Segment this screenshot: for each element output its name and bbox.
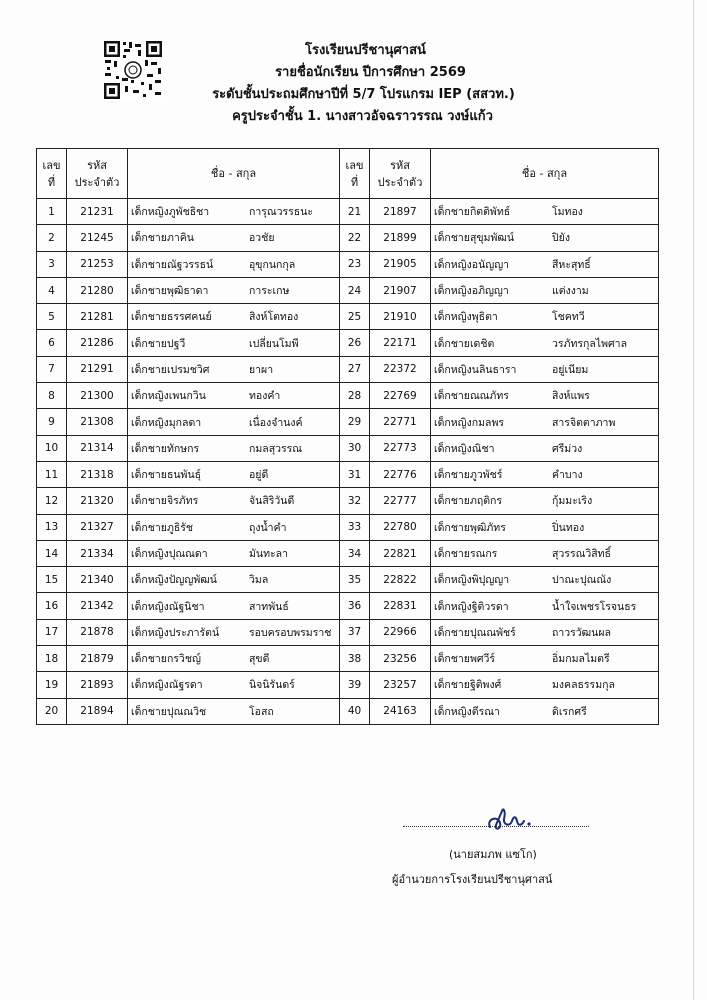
student-name [431,540,659,566]
signature [476,797,566,837]
first-name: เด็กชายภูธิรัช [131,521,194,534]
student-name [431,304,659,330]
student-name [128,356,340,382]
table-row [37,199,659,225]
student-number: 32 [340,488,370,514]
student-number: 39 [340,672,370,698]
last-name: วิมล [249,574,269,587]
table-row [37,330,659,356]
student-name [431,383,659,409]
first-name: เด็กชายธนพันธุ์ [131,469,202,482]
last-name: น้ำใจเพชรโรจนธร [552,600,637,613]
student-id: 21318 [67,461,128,487]
student-number: 11 [37,461,67,487]
first-name: เด็กชายณัฐวรรธน์ [131,258,214,271]
first-name: เด็กหญิงณิชา [434,442,495,455]
last-name: สุขดี [249,653,270,666]
list-title: รายชื่อนักเรียน ปีการศึกษา 2569 [275,65,466,80]
last-name: กุ้มมะเริง [552,495,593,508]
table-row [37,514,659,540]
last-name: แต่งงาม [552,285,589,298]
student-number: 4 [37,277,67,303]
student-name [431,567,659,593]
student-name [128,225,340,251]
student-id: 21281 [67,304,128,330]
table-row [37,356,659,382]
student-number: 17 [37,619,67,645]
last-name: มันทะลา [249,548,288,560]
student-number: 16 [37,593,67,619]
table-row [37,540,659,566]
first-name: เด็กหญิงมุกลดา [131,416,202,429]
first-name: เด็กชายพุฒิธาดา [131,285,209,298]
first-name: เด็กหญิงตีรณา [434,705,500,718]
student-number: 6 [37,330,67,356]
header-number: เลข ที่ [37,149,67,199]
student-name [431,356,659,382]
last-name: ทองคำ [249,390,281,403]
student-name [431,409,659,435]
student-name [128,461,340,487]
first-name: เด็กชายภฤติกร [434,495,503,508]
student-number: 7 [37,356,67,382]
table-row [37,461,659,487]
first-name: เด็กชายภาคิน [131,232,194,245]
last-name: อุขุกนกกุล [249,258,296,271]
student-name [431,330,659,356]
student-name [431,514,659,540]
student-id: 22771 [370,409,431,435]
last-name: อิ่มกมลไมตรี [552,653,610,666]
student-name [431,646,659,672]
student-number: 1 [37,199,67,225]
homeroom-teacher: ครูประจำชั้น 1. นางสาวอัจฉราวรรณ วงษ์แก้ว [232,109,493,124]
first-name: เด็กชายจิรภัทร [131,495,199,508]
table-row [37,409,659,435]
student-id: 22171 [370,330,431,356]
student-id: 21334 [67,540,128,566]
student-id: 21340 [67,567,128,593]
first-name: เด็กหญิงปัญญพัฒน์ [131,574,217,587]
student-name [128,567,340,593]
document-header [0,40,707,128]
first-name: เด็กหญิงปุณณดา [131,548,208,560]
student-name [431,199,659,225]
student-number: 19 [37,672,67,698]
table-row [37,646,659,672]
table-row [37,225,659,251]
first-name: เด็กหญิงกมลพร [434,416,505,429]
first-name: เด็กชายปุณณพัชร์ [434,626,516,639]
first-name: เด็กหญิงประภารัตน์ [131,626,220,639]
header-student-id: รหัส ประจำตัว [370,149,431,199]
student-id: 22831 [370,593,431,619]
student-number: 22 [340,225,370,251]
student-name [128,698,340,724]
student-name [128,540,340,566]
header-student-id: รหัส ประจำตัว [67,149,128,199]
first-name: เด็กชายธรรศคนย์ [131,311,212,324]
student-number: 26 [340,330,370,356]
first-name: เด็กชายพุฒิภัทร [434,521,506,534]
student-name [128,435,340,461]
student-id: 21878 [67,619,128,645]
student-name [128,672,340,698]
table-row [37,383,659,409]
student-id: 21300 [67,383,128,409]
first-name: เด็กชายปุณณวิช [131,705,207,718]
student-name [128,488,340,514]
last-name: การะเกษ [249,285,290,298]
last-name: มงคลธรรมกุล [552,679,615,692]
student-id: 21308 [67,409,128,435]
student-id: 21253 [67,251,128,277]
last-name: คำบาง [552,469,583,482]
first-name: เด็กชายเดชิต [434,337,495,350]
first-name: เด็กหญิงณัฐรดา [131,679,203,692]
student-name [128,330,340,356]
last-name: วรภัทรกุลไพศาล [552,337,628,350]
student-name [128,199,340,225]
first-name: เด็กชายกรวิชญ์ [131,653,201,666]
student-id: 22773 [370,435,431,461]
student-id: 21342 [67,593,128,619]
first-name: เด็กหญิงพิปุญญา [434,574,510,587]
student-number: 10 [37,435,67,461]
last-name: รอบครอบพรมราช [249,626,332,639]
last-name: โมทอง [552,206,583,219]
first-name: เด็กหญิงณัฐนิชา [131,600,205,613]
student-name [128,383,340,409]
first-name: เด็กหญิงนลินธารา [434,363,517,376]
student-number: 34 [340,540,370,566]
student-id: 22821 [370,540,431,566]
last-name: กมลสุวรรณ [249,442,303,455]
student-number: 30 [340,435,370,461]
last-name: ยาผา [249,363,274,376]
signer-name: (นายสมภพ แซโก) [449,848,537,861]
student-number: 20 [37,698,67,724]
first-name: เด็กชายเปรมชวิศ [131,363,210,376]
student-id: 21905 [370,251,431,277]
student-name [431,488,659,514]
header-number: เลข ที่ [340,149,370,199]
table-row [37,593,659,619]
first-name: เด็กชายกิตติพัทธ์ [434,206,511,219]
student-number: 25 [340,304,370,330]
table-row [37,672,659,698]
last-name: ปิยัง [552,232,570,245]
student-id: 21907 [370,277,431,303]
student-name [431,435,659,461]
student-number: 15 [37,567,67,593]
first-name: เด็กหญิงฐิติวรดา [434,600,509,613]
school-name: โรงเรียนปรีชานุศาสน์ [305,43,426,58]
student-number: 36 [340,593,370,619]
student-number: 9 [37,409,67,435]
student-name [128,251,340,277]
table-row [37,619,659,645]
last-name: ศรีม่วง [552,442,583,455]
last-name: สิงห์แพร [552,390,590,403]
first-name: เด็กชายทักษกร [131,442,200,455]
student-number: 5 [37,304,67,330]
student-number: 23 [340,251,370,277]
student-id: 21899 [370,225,431,251]
student-number: 14 [37,540,67,566]
last-name: โอสถ [249,705,274,718]
last-name: อวชัย [249,232,275,245]
first-name: เด็กชายสุขุมพัฒน์ [434,232,515,245]
student-number: 8 [37,383,67,409]
student-name [431,593,659,619]
first-name: เด็กชายฐิติพงศ์ [434,679,502,692]
first-name: เด็กชายพศวีร์ [434,653,496,666]
last-name: สาทพันธ์ [249,600,289,613]
student-id: 21894 [67,698,128,724]
student-id: 21327 [67,514,128,540]
student-name [128,619,340,645]
student-number: 24 [340,277,370,303]
student-number: 2 [37,225,67,251]
student-name [431,698,659,724]
student-number: 18 [37,646,67,672]
student-id: 21286 [67,330,128,356]
student-id: 22966 [370,619,431,645]
roster-body [37,199,659,725]
student-name [431,461,659,487]
class-level: ระดับชั้นประถมศึกษาปีที่ 5/7 โปรแกรม IEP (สสวท.) [212,87,515,102]
page-edge [693,0,694,1000]
student-name [431,619,659,645]
last-name: อยู่เนียม [552,363,589,376]
student-id: 22372 [370,356,431,382]
student-number: 31 [340,461,370,487]
student-name [431,225,659,251]
student-name [431,251,659,277]
student-name [128,304,340,330]
last-name: สุวรรณวิสิทธิ์ [552,548,611,560]
student-id: 21910 [370,304,431,330]
student-id: 21320 [67,488,128,514]
student-number: 12 [37,488,67,514]
student-id: 23257 [370,672,431,698]
last-name: ดิเรกศรี [552,705,587,718]
student-id: 22777 [370,488,431,514]
last-name: สารจิตตาภาพ [552,416,616,429]
header-name: ชื่อ - สกุล [128,149,340,199]
table-row [37,698,659,724]
student-name [128,277,340,303]
student-id: 21893 [67,672,128,698]
student-id: 22776 [370,461,431,487]
signature-line [403,826,589,827]
first-name: เด็กชายปฐวี [131,337,186,350]
student-number: 33 [340,514,370,540]
student-name [128,409,340,435]
last-name: เปลี่ยนโมพี [249,337,299,350]
student-id: 21897 [370,199,431,225]
last-name: สิงห์โตทอง [249,311,299,324]
table-row [37,435,659,461]
last-name: การุณวรรธนะ [249,206,314,219]
student-number: 40 [340,698,370,724]
student-id: 24163 [370,698,431,724]
table-row [37,567,659,593]
first-name: เด็กชายภูวพัชร์ [434,469,503,482]
last-name: นิจนิรันดร์ [249,679,295,692]
student-id: 22769 [370,383,431,409]
student-name [431,672,659,698]
student-id: 21291 [67,356,128,382]
student-id: 21314 [67,435,128,461]
student-id: 23256 [370,646,431,672]
first-name: เด็กหญิงภูพัชธิชา [131,206,210,219]
first-name: เด็กชายณณภัทร [434,390,509,403]
student-name [431,277,659,303]
student-number: 28 [340,383,370,409]
student-id: 21879 [67,646,128,672]
student-roster-table [36,148,659,725]
table-row [37,488,659,514]
last-name: ปาณะปุณณัง [552,574,612,587]
last-name: ถาวรวัฒนผล [552,626,611,639]
table-row [37,251,659,277]
student-name [128,593,340,619]
last-name: สีหะสุทธิ์ [552,258,591,271]
student-number: 21 [340,199,370,225]
table-row [37,304,659,330]
student-id: 22822 [370,567,431,593]
last-name: โชคทวี [552,311,585,324]
last-name: ถุงน้ำคำ [249,521,287,534]
last-name: เนื่องจำนงค์ [249,416,303,429]
student-number: 35 [340,567,370,593]
student-name [128,646,340,672]
first-name: เด็กชายรณกร [434,548,498,560]
last-name: จันสิริวันดี [249,495,295,508]
student-number: 38 [340,646,370,672]
first-name: เด็กหญิงอภิญญา [434,285,509,298]
student-name [128,514,340,540]
signer-position: ผู้อำนวยการโรงเรียนปรีชานุศาสน์ [392,873,553,886]
table-row [37,277,659,303]
student-number: 29 [340,409,370,435]
student-id: 22780 [370,514,431,540]
first-name: เด็กหญิงอนัญญา [434,258,510,271]
student-number: 27 [340,356,370,382]
first-name: เด็กหญิงเพนกวิน [131,390,206,403]
last-name: อยู่ดี [249,469,269,482]
last-name: ปิ่นทอง [552,521,585,534]
header-name: ชื่อ - สกุล [431,149,659,199]
student-number: 3 [37,251,67,277]
table-header-row [37,149,659,199]
student-id: 21280 [67,277,128,303]
student-id: 21245 [67,225,128,251]
student-number: 37 [340,619,370,645]
first-name: เด็กหญิงพุธิตา [434,311,498,324]
student-number: 13 [37,514,67,540]
student-id: 21231 [67,199,128,225]
